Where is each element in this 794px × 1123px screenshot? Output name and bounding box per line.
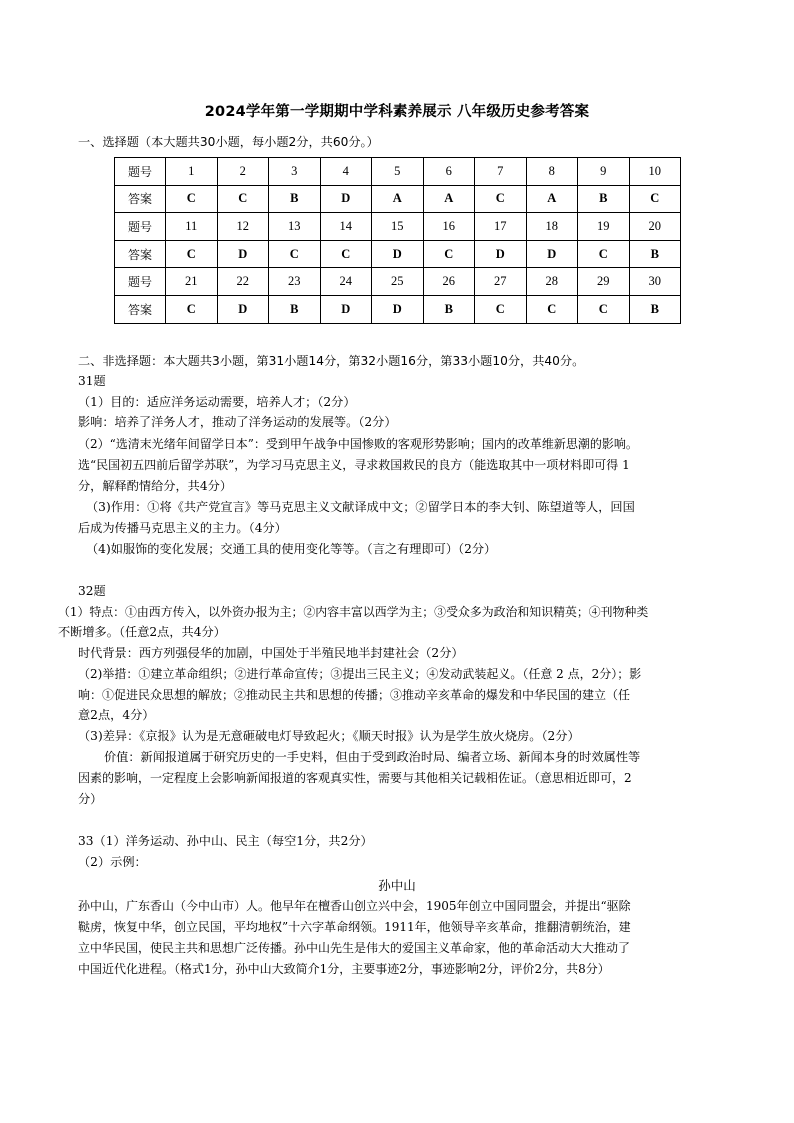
q32-line: 分） (78, 792, 103, 806)
q33-line: 中国近代化进程。（格式1分，孙中山大致简介1分，主要事迹2分，事迹影响2分，评价2分，共8分） (78, 962, 610, 976)
answer-cell: D (526, 240, 578, 268)
answer-table (114, 157, 681, 324)
question-number-cell: 27 (475, 268, 527, 296)
question-number-cell: 12 (217, 213, 269, 241)
q31-line: （4)如服饰的变化发展；交通工具的使用变化等等。（言之有理即可）（2分） (86, 542, 497, 556)
question-number-cell: 2 (217, 158, 269, 186)
q31-line: 后成为传播马克思主义的主力。（4分） (78, 521, 287, 535)
row-header-answer: 答案 (115, 185, 166, 213)
q32-line: 响：①促进民众思想的解放；②推动民主共和思想的传播；③推动辛亥革命的爆发和中华民国的建立（任 (78, 688, 631, 702)
table-row-question-numbers (115, 158, 681, 186)
question-number-cell: 21 (166, 268, 218, 296)
answer-cell: C (475, 295, 527, 323)
q32-line: （2)举措：①建立革命组织；②进行革命宣传；③提出三民主义；④发动武装起义。（任意 2 点，2分）；影 (78, 667, 642, 681)
page-title: 2024学年第一学期期中学科素养展示 八年级历史参考答案 (204, 104, 590, 120)
answer-cell: C (217, 185, 269, 213)
answer-cell: C (629, 185, 681, 213)
q31-line: （1）目的：适应洋务运动需要，培养人才；（2分） (78, 395, 356, 409)
answer-cell: B (629, 295, 681, 323)
q31-line: （2）“选清末光绪年间留学日本”：受到甲午战争中国惨败的客观形势影响；国内的改革维新思潮的影响。 (78, 437, 638, 451)
question-number-cell: 22 (217, 268, 269, 296)
q32-line: （3)差异：《京报》认为是无意砸破电灯导致起火；《顺天时报》认为是学生放火烧房。（2分） (78, 729, 580, 743)
answer-cell: A (526, 185, 578, 213)
question-number-cell: 29 (578, 268, 630, 296)
answer-cell: B (629, 240, 681, 268)
q33-line: 鞑虏，恢复中华，创立民国，平均地权”十六字革命纲领。1911年，他领导辛亥革命，推翻清朝统治，建 (78, 920, 631, 934)
q33-line: 立中华民国，使民主共和思想广泛传播。孙中山先生是伟大的爱国主义革命家，他的革命活动大大推动了 (78, 941, 631, 955)
answer-cell: C (166, 240, 218, 268)
answer-cell: C (526, 295, 578, 323)
answer-cell: D (217, 240, 269, 268)
answer-cell: D (320, 295, 372, 323)
question-number-cell: 24 (320, 268, 372, 296)
row-header-num: 题号 (115, 268, 166, 296)
question-number-cell: 16 (423, 213, 475, 241)
question-number-cell: 26 (423, 268, 475, 296)
answer-cell: C (578, 240, 630, 268)
answer-cell: A (372, 185, 424, 213)
answer-cell: B (578, 185, 630, 213)
table-row-question-numbers (115, 268, 681, 296)
answer-cell: C (423, 240, 475, 268)
q31-line: （3)作用：①将《共产党宣言》等马克思主义文献译成中文；②留学日本的李大钊、陈望道等人，回国 (86, 500, 635, 514)
question-number-cell: 14 (320, 213, 372, 241)
q32-line: （1）特点：①由西方传入，以外资办报为主；②内容丰富以西学为主；③受众多为政治和知识精英；④刊物种类 (58, 605, 649, 619)
answer-cell: C (475, 185, 527, 213)
question-number-cell: 4 (320, 158, 372, 186)
answer-cell: C (166, 185, 218, 213)
answer-cell: D (320, 185, 372, 213)
row-header-num: 题号 (115, 158, 166, 186)
question-number-cell: 10 (629, 158, 681, 186)
answer-cell: D (372, 295, 424, 323)
q32-line: 不断增多。（任意2点，共4分） (58, 625, 226, 639)
table-row-answers (115, 295, 681, 323)
row-header-num: 题号 (115, 213, 166, 241)
question-number-cell: 5 (372, 158, 424, 186)
table-row-question-numbers (115, 213, 681, 241)
question-number-cell: 20 (629, 213, 681, 241)
question-number-cell: 7 (475, 158, 527, 186)
section2-heading: 二、非选择题：本大题共3小题，第31小题14分，第32小题16分，第33小题10分，共40分。 (78, 354, 585, 368)
answer-cell: A (423, 185, 475, 213)
question-number-cell: 18 (526, 213, 578, 241)
question-number-cell: 11 (166, 213, 218, 241)
answer-cell: B (269, 185, 321, 213)
table-row-answers (115, 185, 681, 213)
q33-line: （2）示例： (78, 855, 147, 869)
question-number-cell: 28 (526, 268, 578, 296)
question-number-cell: 13 (269, 213, 321, 241)
answer-cell: D (372, 240, 424, 268)
essay-title: 孙中山 (378, 878, 416, 893)
q32-label: 32题 (78, 584, 106, 598)
q32-line: 价值：新闻报道属于研究历史的一手史料，但由于受到政治时局、编者立场、新闻本身的时效属性等 (104, 750, 641, 764)
q32-line: 因素的影响，一定程度上会影响新闻报道的客观真实性，需要与其他相关记载相佐证。（意思相近即可，2 (78, 771, 632, 785)
q31-label: 31题 (78, 374, 106, 388)
question-number-cell: 15 (372, 213, 424, 241)
answer-cell: D (217, 295, 269, 323)
q31-line: 分，解释酌情给分，共4分） (78, 479, 233, 493)
question-number-cell: 3 (269, 158, 321, 186)
q31-line: 选“民国初五四前后留学苏联”，为学习马克思主义，寻求救国救民的良方（能选取其中一项材料即可得 1 (78, 458, 630, 472)
section1-heading: 一、选择题（本大题共30小题，每小题2分，共60分。） (78, 135, 379, 149)
answer-cell: D (475, 240, 527, 268)
question-number-cell: 8 (526, 158, 578, 186)
question-number-cell: 17 (475, 213, 527, 241)
table-row-answers (115, 240, 681, 268)
row-header-answer: 答案 (115, 295, 166, 323)
question-number-cell: 19 (578, 213, 630, 241)
q32-line: 时代背景：西方列强侵华的加剧，中国处于半殖民地半封建社会（2分） (78, 646, 464, 660)
answer-cell: C (269, 240, 321, 268)
question-number-cell: 1 (166, 158, 218, 186)
answer-cell: C (578, 295, 630, 323)
q33-line: 孙中山，广东香山（今中山市）人。他早年在檀香山创立兴中会，1905年创立中国同盟会，并提出“驱除 (78, 899, 631, 913)
question-number-cell: 23 (269, 268, 321, 296)
q31-line: 影响：培养了洋务人才，推动了洋务运动的发展等。（2分） (78, 415, 397, 429)
answer-cell: B (423, 295, 475, 323)
question-number-cell: 6 (423, 158, 475, 186)
q33-line: 33（1）洋务运动、孙中山、民主（每空1分，共2分） (78, 834, 373, 848)
answer-cell: C (166, 295, 218, 323)
question-number-cell: 9 (578, 158, 630, 186)
row-header-answer: 答案 (115, 240, 166, 268)
q32-line: 意2点，4分） (78, 708, 155, 722)
question-number-cell: 30 (629, 268, 681, 296)
question-number-cell: 25 (372, 268, 424, 296)
answer-cell: B (269, 295, 321, 323)
answer-cell: C (320, 240, 372, 268)
